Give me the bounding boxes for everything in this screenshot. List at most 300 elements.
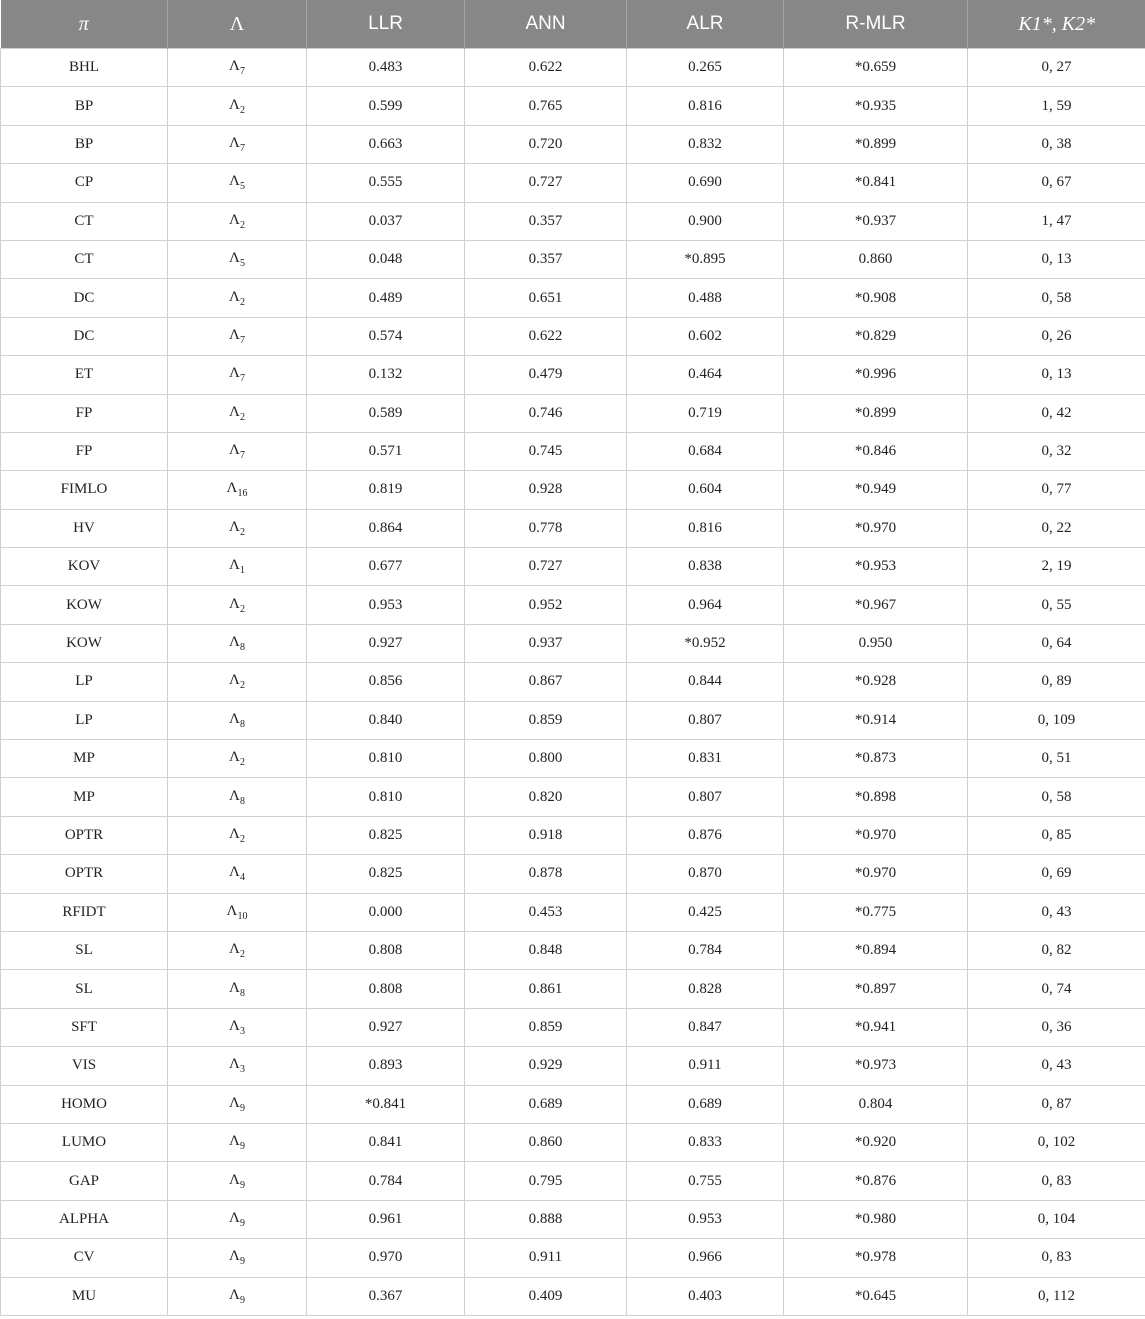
llr-cell: 0.367 [307,1277,465,1315]
ann-cell: 0.479 [465,356,627,394]
k-values-cell: 0, 74 [968,970,1145,1008]
r-mlr-cell: 0.804 [784,1085,968,1123]
lambda-subscript: 7 [239,142,245,154]
alr-cell: 0.844 [627,663,784,701]
llr-cell: 0.840 [307,701,465,739]
llr-cell: *0.841 [307,1085,465,1123]
lambda-subscript: 9 [239,1217,245,1229]
lambda-cell [168,1123,307,1161]
lambda-cell [168,317,307,355]
table-row [1,317,1145,355]
alr-cell: 0.464 [627,356,784,394]
lambda-symbol: Λ [229,749,240,766]
llr-cell: 0.856 [307,663,465,701]
k-values-cell: 0, 69 [968,855,1145,893]
header-pi: π [1,0,168,49]
property-cell: HOMO [1,1085,168,1123]
ann-cell: 0.622 [465,317,627,355]
property-cell: BP [1,87,168,125]
llr-cell: 0.489 [307,279,465,317]
r-mlr-cell: *0.928 [784,663,968,701]
ann-cell: 0.453 [465,893,627,931]
k-values-cell: 1, 59 [968,87,1145,125]
k-values-cell: 1, 47 [968,202,1145,240]
k-values-cell: 0, 109 [968,701,1145,739]
r-mlr-cell: *0.996 [784,356,968,394]
llr-cell: 0.825 [307,855,465,893]
lambda-cell [168,931,307,969]
llr-cell: 0.808 [307,931,465,969]
r-mlr-cell: *0.841 [784,164,968,202]
property-cell: MU [1,1277,168,1315]
lambda-subscript: 2 [239,296,245,308]
lambda-symbol: Λ [229,96,240,113]
lambda-symbol: Λ [229,595,240,612]
r-mlr-cell: *0.846 [784,432,968,470]
lambda-subscript: 2 [239,603,245,615]
property-cell: ALPHA [1,1200,168,1238]
property-cell: CV [1,1239,168,1277]
property-cell: LP [1,663,168,701]
ann-cell: 0.727 [465,164,627,202]
lambda-cell [168,471,307,509]
table-row [1,663,1145,701]
r-mlr-cell: *0.898 [784,778,968,816]
ann-cell: 0.861 [465,970,627,1008]
table-row [1,356,1145,394]
lambda-cell [168,1239,307,1277]
ann-cell: 0.878 [465,855,627,893]
lambda-symbol: Λ [229,250,240,267]
lambda-cell [168,663,307,701]
lambda-subscript: 3 [239,1025,245,1037]
header-ann: ANN [465,0,627,49]
table-row [1,893,1145,931]
lambda-subscript: 16 [237,488,248,500]
alr-cell: 0.870 [627,855,784,893]
llr-cell: 0.784 [307,1162,465,1200]
r-mlr-cell: *0.899 [784,125,968,163]
lambda-symbol: Λ [229,979,240,996]
r-mlr-cell: *0.978 [784,1239,968,1277]
lambda-cell [168,970,307,1008]
llr-cell: 0.810 [307,740,465,778]
property-cell: MP [1,778,168,816]
lambda-subscript: 4 [239,872,245,884]
k-values-cell: 0, 77 [968,471,1145,509]
lambda-cell [168,1008,307,1046]
lambda-subscript: 7 [239,450,245,462]
lambda-subscript: 2 [239,757,245,769]
table-row [1,202,1145,240]
k-values-cell: 0, 83 [968,1239,1145,1277]
llr-cell: 0.599 [307,87,465,125]
r-mlr-cell: *0.897 [784,970,968,1008]
r-mlr-cell: *0.645 [784,1277,968,1315]
lambda-symbol: Λ [229,1094,240,1111]
alr-cell: *0.895 [627,240,784,278]
k-values-cell: 0, 102 [968,1123,1145,1161]
lambda-subscript: 2 [239,219,245,231]
k-values-cell: 0, 27 [968,49,1145,87]
lambda-symbol: Λ [229,1209,240,1226]
r-mlr-cell: *0.941 [784,1008,968,1046]
header-k-values: K1*, K2* [968,0,1145,49]
alr-cell: 0.488 [627,279,784,317]
property-cell: CP [1,164,168,202]
ann-cell: 0.409 [465,1277,627,1315]
r-mlr-cell: *0.899 [784,394,968,432]
llr-cell: 0.961 [307,1200,465,1238]
lambda-cell [168,740,307,778]
r-mlr-cell: *0.829 [784,317,968,355]
lambda-symbol: Λ [229,134,240,151]
alr-cell: 0.690 [627,164,784,202]
table-row [1,1200,1145,1238]
k-values-cell: 0, 36 [968,1008,1145,1046]
llr-cell: 0.927 [307,1008,465,1046]
table-row [1,509,1145,547]
lambda-symbol: Λ [229,1248,240,1265]
table-row [1,701,1145,739]
table-row [1,1239,1145,1277]
lambda-symbol: Λ [229,787,240,804]
ann-cell: 0.929 [465,1047,627,1085]
lambda-subscript: 7 [239,334,245,346]
lambda-subscript: 2 [239,834,245,845]
r-mlr-cell: *0.953 [784,548,968,586]
lambda-symbol: Λ [226,480,238,497]
table-row [1,1277,1145,1315]
property-cell: SFT [1,1008,168,1046]
lambda-subscript: 8 [239,718,245,730]
llr-cell: 0.810 [307,778,465,816]
property-cell: BP [1,125,168,163]
table-row [1,855,1145,893]
k-values-cell: 0, 13 [968,356,1145,394]
property-cell: HV [1,509,168,547]
lambda-symbol: Λ [229,710,240,727]
lambda-subscript: 5 [239,181,245,193]
ann-cell: 0.860 [465,1123,627,1161]
r-mlr-cell: *0.973 [784,1047,968,1085]
table-row [1,1047,1145,1085]
r-mlr-cell: 0.950 [784,624,968,662]
ann-cell: 0.888 [465,1200,627,1238]
alr-cell: 0.403 [627,1277,784,1315]
lambda-cell [168,1162,307,1200]
lambda-subscript: 10 [237,910,248,922]
lambda-cell [168,778,307,816]
lambda-symbol: Λ [229,1171,240,1188]
table-row [1,87,1145,125]
llr-cell: 0.663 [307,125,465,163]
lambda-symbol: Λ [229,442,240,459]
llr-cell: 0.864 [307,509,465,547]
lambda-cell [168,49,307,87]
lambda-cell [168,356,307,394]
r-mlr-cell: *0.876 [784,1162,968,1200]
llr-cell: 0.825 [307,816,465,854]
alr-cell: 0.911 [627,1047,784,1085]
property-cell: KOW [1,586,168,624]
lambda-symbol: Λ [229,326,240,343]
lambda-subscript: 1 [239,565,245,577]
header-alr: ALR [627,0,784,49]
table-row [1,970,1145,1008]
table-row [1,1162,1145,1200]
llr-cell: 0.571 [307,432,465,470]
alr-cell: 0.784 [627,931,784,969]
table-row [1,125,1145,163]
alr-cell: 0.684 [627,432,784,470]
table-row [1,931,1145,969]
property-cell: CT [1,240,168,278]
lambda-subscript: 2 [239,949,245,961]
header-row [1,0,1145,49]
alr-cell: 0.807 [627,701,784,739]
alr-cell: 0.833 [627,1123,784,1161]
lambda-cell [168,1277,307,1315]
table-row [1,432,1145,470]
r-mlr-cell: *0.935 [784,87,968,125]
alr-cell: 0.838 [627,548,784,586]
property-cell: RFIDT [1,893,168,931]
ann-cell: 0.911 [465,1239,627,1277]
lambda-subscript: 2 [239,411,245,423]
alr-cell: 0.604 [627,471,784,509]
alr-cell: 0.900 [627,202,784,240]
lambda-symbol: Λ [229,1286,240,1303]
lambda-cell [168,202,307,240]
ann-cell: 0.357 [465,240,627,278]
r-mlr-cell: *0.920 [784,1123,968,1161]
llr-cell: 0.555 [307,164,465,202]
lambda-subscript: 5 [239,258,245,270]
r-mlr-cell: *0.914 [784,701,968,739]
table-row [1,394,1145,432]
r-mlr-cell: *0.980 [784,1200,968,1238]
ann-cell: 0.795 [465,1162,627,1200]
lambda-symbol: Λ [229,403,240,420]
lambda-subscript: 7 [239,66,245,78]
property-cell: ET [1,356,168,394]
ann-cell: 0.859 [465,701,627,739]
header-llr: LLR [307,0,465,49]
lambda-subscript: 9 [239,1294,245,1306]
header-lambda: Λ [168,0,307,49]
r-mlr-cell: *0.967 [784,586,968,624]
ann-cell: 0.357 [465,202,627,240]
lambda-cell [168,1085,307,1123]
lambda-symbol: Λ [229,864,240,881]
lambda-cell [168,855,307,893]
k-values-cell: 0, 43 [968,893,1145,931]
lambda-cell [168,279,307,317]
lambda-subscript: 3 [239,1064,245,1076]
lambda-cell [168,240,307,278]
llr-cell: 0.841 [307,1123,465,1161]
ann-cell: 0.778 [465,509,627,547]
alr-cell: 0.831 [627,740,784,778]
property-cell: FP [1,432,168,470]
lambda-subscript: 9 [239,1141,245,1153]
lambda-cell [168,87,307,125]
llr-cell: 0.037 [307,202,465,240]
k-values-cell: 0, 85 [968,816,1145,854]
property-cell: VIS [1,1047,168,1085]
ann-cell: 0.928 [465,471,627,509]
lambda-cell [168,432,307,470]
r-mlr-cell: *0.937 [784,202,968,240]
ann-cell: 0.800 [465,740,627,778]
ann-cell: 0.937 [465,624,627,662]
lambda-symbol: Λ [229,941,240,958]
table-row [1,49,1145,87]
table-row [1,164,1145,202]
property-cell: FP [1,394,168,432]
k-values-cell: 0, 58 [968,279,1145,317]
property-cell: DC [1,279,168,317]
k-values-cell: 0, 64 [968,624,1145,662]
lambda-cell [168,1047,307,1085]
lambda-symbol: Λ [229,557,240,574]
table-row [1,240,1145,278]
alr-cell: 0.689 [627,1085,784,1123]
lambda-symbol: Λ [229,634,240,651]
table-row [1,586,1145,624]
lambda-symbol: Λ [229,211,240,228]
ann-cell: 0.848 [465,931,627,969]
alr-cell: 0.816 [627,509,784,547]
table-row [1,471,1145,509]
table-row [1,279,1145,317]
k-values-cell: 0, 112 [968,1277,1145,1315]
k-values-cell: 0, 67 [968,164,1145,202]
table-row [1,816,1145,854]
alr-cell: 0.828 [627,970,784,1008]
llr-cell: 0.132 [307,356,465,394]
lambda-symbol: Λ [229,1133,240,1150]
lambda-cell [168,548,307,586]
r-mlr-cell: *0.894 [784,931,968,969]
lambda-cell [168,164,307,202]
lambda-cell [168,394,307,432]
lambda-subscript: 9 [239,1256,245,1268]
k-values-cell: 0, 43 [968,1047,1145,1085]
lambda-cell [168,125,307,163]
alr-cell: 0.807 [627,778,784,816]
property-cell: MP [1,740,168,778]
llr-cell: 0.808 [307,970,465,1008]
alr-cell: 0.755 [627,1162,784,1200]
lambda-subscript: 8 [239,642,245,654]
r-mlr-cell: *0.949 [784,471,968,509]
header-r-mlr: R-MLR [784,0,968,49]
k-values-cell: 0, 87 [968,1085,1145,1123]
lambda-subscript: 9 [239,1102,245,1114]
llr-cell: 0.953 [307,586,465,624]
property-cell: DC [1,317,168,355]
llr-cell: 0.677 [307,548,465,586]
alr-cell: 0.847 [627,1008,784,1046]
k-values-cell: 2, 19 [968,548,1145,586]
property-cell: KOW [1,624,168,662]
lambda-subscript: 2 [239,104,245,116]
llr-cell: 0.000 [307,893,465,931]
llr-cell: 0.819 [307,471,465,509]
lambda-cell [168,586,307,624]
lambda-subscript: 8 [239,987,245,999]
r-mlr-cell: *0.970 [784,816,968,854]
lambda-symbol: Λ [229,1056,240,1073]
r-mlr-cell: *0.970 [784,509,968,547]
llr-cell: 0.589 [307,394,465,432]
alr-cell: 0.265 [627,49,784,87]
ann-cell: 0.867 [465,663,627,701]
llr-cell: 0.574 [307,317,465,355]
alr-cell: 0.602 [627,317,784,355]
property-cell: CT [1,202,168,240]
alr-cell: 0.876 [627,816,784,854]
k-values-cell: 0, 13 [968,240,1145,278]
k-values-cell: 0, 22 [968,509,1145,547]
lambda-cell [168,1200,307,1238]
lambda-symbol: Λ [229,58,240,75]
lambda-symbol: Λ [229,288,240,305]
alr-cell: 0.964 [627,586,784,624]
r-mlr-cell: *0.908 [784,279,968,317]
lambda-cell [168,624,307,662]
property-cell: LP [1,701,168,739]
alr-cell: 0.816 [627,87,784,125]
llr-cell: 0.893 [307,1047,465,1085]
llr-cell: 0.970 [307,1239,465,1277]
alr-cell: 0.953 [627,1200,784,1238]
ann-cell: 0.745 [465,432,627,470]
lambda-subscript: 9 [239,1179,245,1191]
ann-cell: 0.689 [465,1085,627,1123]
alr-cell: *0.952 [627,624,784,662]
k-values-cell: 0, 32 [968,432,1145,470]
k-values-cell: 0, 82 [968,931,1145,969]
property-cell: OPTR [1,855,168,893]
ann-cell: 0.746 [465,394,627,432]
r-mlr-cell: *0.873 [784,740,968,778]
property-cell: BHL [1,49,168,87]
ann-cell: 0.820 [465,778,627,816]
lambda-symbol: Λ [229,173,240,190]
ann-cell: 0.765 [465,87,627,125]
llr-cell: 0.048 [307,240,465,278]
lambda-symbol: Λ [229,1017,240,1034]
r-mlr-cell: *0.775 [784,893,968,931]
lambda-cell [168,701,307,739]
lambda-cell [168,509,307,547]
lambda-subscript: 2 [239,526,245,538]
alr-cell: 0.966 [627,1239,784,1277]
property-cell: FIMLO [1,471,168,509]
lambda-subscript: 2 [239,680,245,692]
table-row [1,1123,1145,1161]
alr-cell: 0.425 [627,893,784,931]
lambda-subscript: 7 [239,373,245,385]
property-cell: LUMO [1,1123,168,1161]
k-values-cell: 0, 26 [968,317,1145,355]
ann-cell: 0.918 [465,816,627,854]
property-cell: SL [1,931,168,969]
table-row [1,778,1145,816]
